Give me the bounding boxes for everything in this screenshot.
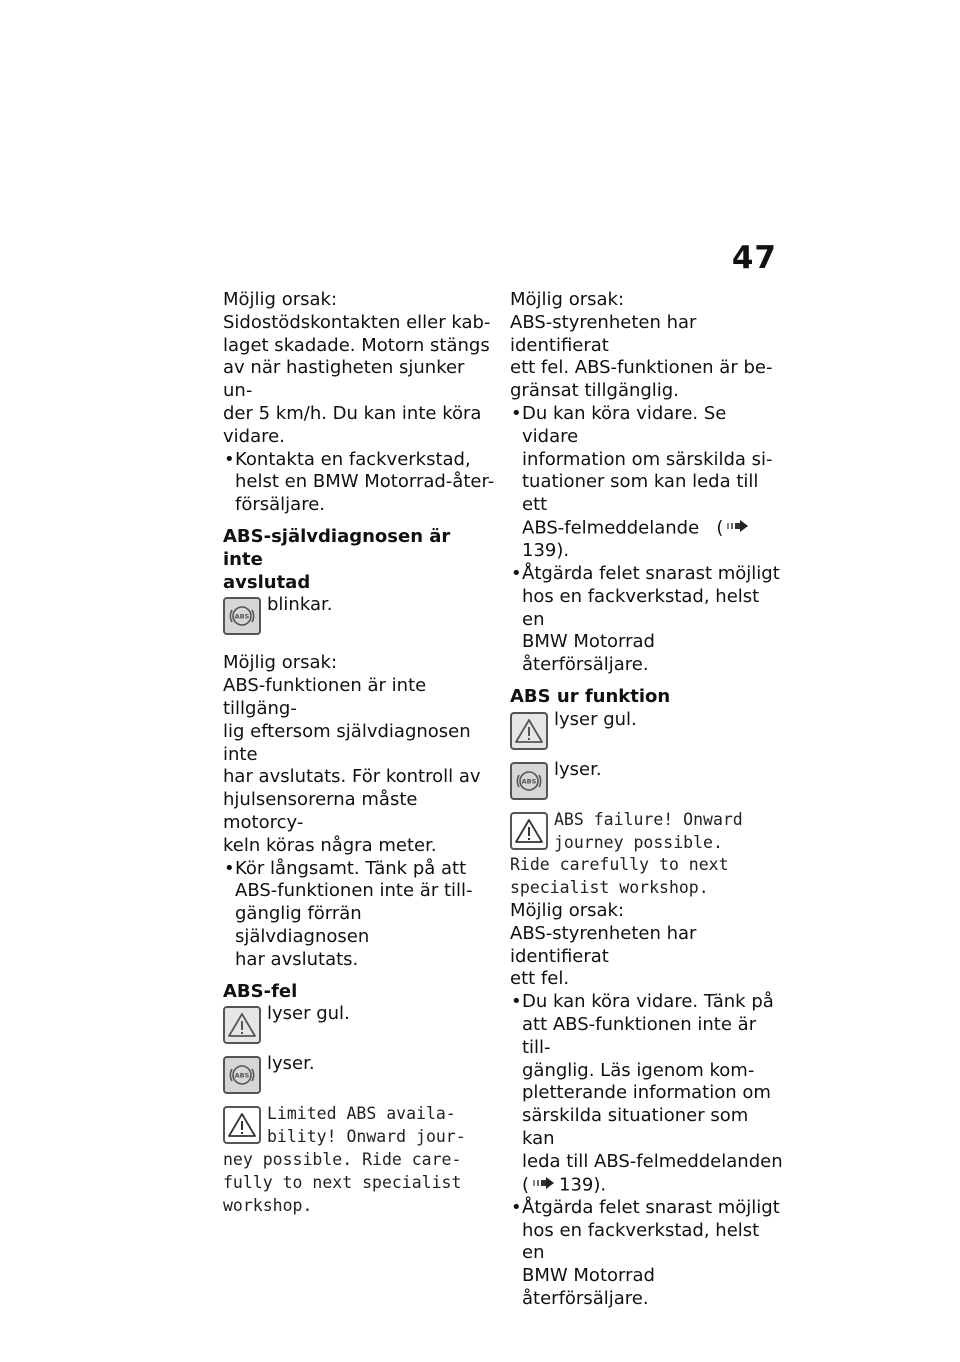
bullet-line: Kör långsamt. Tänk på att [235,857,467,879]
page-reference[interactable]: 139). [559,1173,607,1195]
section-heading [223,526,495,594]
cause-line: ABS-styrenheten har identifierat [510,922,697,967]
heading-line: avslutad [223,571,311,593]
action-bullet [510,991,785,1197]
bullet-dot: • [224,857,235,879]
action-bullet [223,449,495,517]
page-reference-arrow-icon [725,517,751,540]
bullet-line: Åtgärda felet snarast möjligt [522,1196,780,1218]
cause-line: Sidostödskontakten eller kab- [223,311,491,333]
indicator-row [223,1053,495,1097]
bullet-dot: • [511,1196,522,1218]
cause-line: keln köras några meter. [223,834,437,856]
bullet-line: försäljare. [235,494,325,516]
bullet-dot: • [224,448,235,470]
bullet-line: tuationer som kan leda till ett [522,471,759,516]
cause-label: Möjlig orsak: [223,289,338,310]
bullet-text: ABS-felmeddelande [522,517,700,539]
section-heading: ABS-fel [223,980,298,1002]
display-line: ABS failure! Onward [554,809,743,829]
abs-warning-icon [223,1056,261,1094]
indicator-text: lyser. [554,758,602,780]
display-line: Ride carefully to next [510,855,729,875]
warning-triangle-icon [510,712,548,750]
svg-text:ABS: ABS [234,612,250,621]
display-line: workshop. [223,1195,313,1215]
bullet-line: helst en BMW Motorrad-åter- [235,471,495,493]
abs-warning-icon [223,597,261,635]
bullet-dot: • [511,562,522,584]
cause-line: av när hastigheten sjunker un- [223,357,465,402]
cause-line: der 5 km/h. Du kan inte köra [223,402,482,424]
bullet-line: hos en fackverkstad, helst en [522,585,760,630]
cause-label: Möjlig orsak: [510,899,625,921]
cause-line: ett fel. ABS-funktionen är be- [510,357,773,379]
display-message [223,1103,495,1217]
right-column [510,289,785,1311]
bullet-line: leda till ABS-felmeddelanden [522,1150,783,1172]
indicator-text: lyser. [267,1053,315,1075]
bullet-dot: • [511,991,522,1013]
bullet-line: information om särskilda si- [522,448,773,470]
cause-label: Möjlig orsak: [223,652,338,674]
left-column [223,289,495,1217]
display-warning-icon [223,1106,261,1144]
bullet-line: gänglig. Läs igenom kom- [522,1059,755,1081]
action-bullet [510,563,785,677]
display-line: bility! Onward jour- [267,1127,466,1147]
warning-triangle-icon [223,1006,261,1044]
bullet-line: hos en fackverkstad, helst en [522,1219,760,1264]
bullet-line: särskilda situationer som kan [522,1105,749,1149]
display-line: specialist workshop. [510,878,709,898]
section-heading: ABS ur funktion [510,685,671,707]
page-reference-arrow-icon [531,1174,557,1197]
bullet-line: Du kan köra vidare. Se vidare [522,402,727,447]
display-line: fully to next specialist [223,1172,462,1192]
page-reference[interactable]: 139). [522,540,570,562]
bullet-line: pletterande information om [522,1082,771,1104]
action-bullet [510,1197,785,1311]
cause-line: har avslutats. För kontroll av [223,766,481,788]
indicator-row [223,594,495,638]
bullet-line: Åtgärda felet snarast möjligt [522,562,780,584]
bullet-line: Kontakta en fackverkstad, [235,448,471,470]
cause-line: ABS-funktionen är inte tillgäng- [223,675,427,719]
cause-line: gränsat tillgänglig. [510,380,679,402]
bullet-dot: • [511,402,522,424]
display-message [510,809,785,900]
bullet-line: har avslutats. [235,948,359,970]
svg-text:ABS: ABS [521,777,537,786]
indicator-text: blinkar. [267,594,333,616]
cause-line: hjulsensorerna måste motorcy- [223,789,418,833]
page-number: 47 [731,240,777,276]
abs-warning-icon [510,762,548,800]
display-line: Limited ABS availa- [267,1104,456,1124]
bullet-line: Du kan köra vidare. Tänk på [522,991,774,1013]
bullet-line: ( 139). [522,1173,607,1195]
display-line: ney possible. Ride care- [223,1149,462,1169]
heading-line: ABS-självdiagnosen är inte [223,525,451,570]
cause-line: vidare. [223,425,285,447]
action-bullet [223,858,495,972]
display-line: journey possible. [554,832,723,852]
cause-line: laget skadade. Motorn stängs [223,334,490,356]
cause-label: Möjlig orsak: [510,289,625,310]
action-bullet [510,403,785,563]
bullet-line: att ABS-funktionen inte är till- [522,1013,757,1058]
cause-line: ABS-styrenheten har identifierat [510,311,697,356]
bullet-line: BMW Motorrad återförsäljare. [522,631,655,676]
bullet-line: BMW Motorrad återförsäljare. [522,1265,655,1309]
display-warning-icon [510,812,548,850]
indicator-text: lyser gul. [267,1003,350,1025]
cause-line: ett fel. [510,968,570,990]
bullet-line: gänglig förrän självdiagnosen [235,903,370,947]
svg-text:ABS: ABS [234,1071,250,1080]
indicator-row [510,759,785,803]
bullet-line: ABS-funktionen inte är till- [235,880,473,902]
indicator-text: lyser gul. [554,708,637,730]
cause-line: lig eftersom självdiagnosen inte [223,720,471,765]
bullet-line: ABS-felmeddelande (139). [522,517,785,563]
indicator-row [223,1003,495,1047]
indicator-row [510,709,785,753]
